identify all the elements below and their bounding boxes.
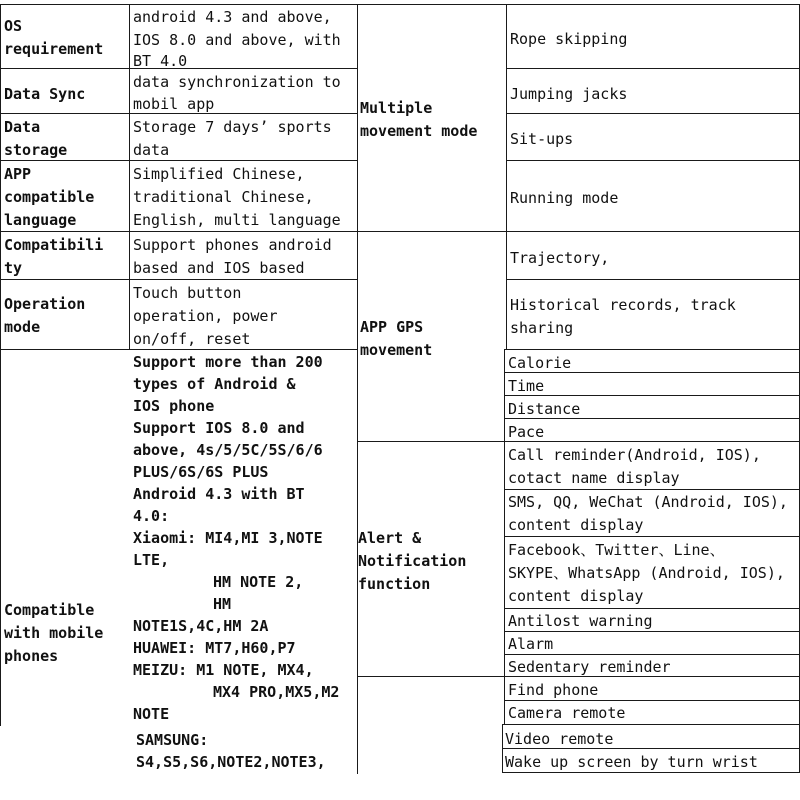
item-line: Time xyxy=(508,377,545,395)
value-line: Storage 7 days’ sports xyxy=(133,118,332,136)
grid-line xyxy=(0,231,358,232)
item-line: Alarm xyxy=(508,635,554,653)
item-sms xyxy=(506,490,798,536)
phone-line: MEIZU: M1 NOTE, MX4, xyxy=(133,661,314,679)
label-line: Data Sync xyxy=(4,85,86,103)
item-line: Facebook、Twitter、Line、 xyxy=(508,541,725,559)
item-camera-remote xyxy=(506,701,798,723)
label-line: Notification xyxy=(358,552,467,570)
item-line: Antilost warning xyxy=(508,612,653,630)
item-social-apps xyxy=(506,538,798,608)
grid-line xyxy=(129,4,130,349)
item-line: Sit-ups xyxy=(510,130,574,148)
phone-line: above, 4s/5/5C/5S/6/6 xyxy=(133,441,323,459)
item-line: Jumping jacks xyxy=(510,85,628,103)
value-line: data synchronization to xyxy=(133,73,341,91)
item-line: Sedentary reminder xyxy=(508,658,671,676)
label-line: Operation xyxy=(4,295,86,313)
grid-line xyxy=(357,4,800,5)
grid-line xyxy=(504,536,800,537)
phone-line: 4.0: xyxy=(133,507,170,525)
label-line: phones xyxy=(4,647,59,665)
grid-line xyxy=(504,608,800,609)
value-line: IOS 8.0 and above, with xyxy=(133,31,341,49)
grid-line xyxy=(504,349,505,724)
label-line: compatible xyxy=(4,188,95,206)
phone-line: types of Android & xyxy=(133,375,296,393)
item-line: Historical records, track xyxy=(510,296,736,314)
item-alarm xyxy=(506,632,798,654)
phone-line: Support more than 200 xyxy=(133,353,323,371)
item-distance xyxy=(506,397,798,419)
data-sync-label xyxy=(2,82,128,110)
compatible-phones-label xyxy=(2,598,130,670)
item-trajectory xyxy=(508,246,798,272)
label-line: OS xyxy=(4,17,23,35)
grid-line xyxy=(504,631,800,632)
item-running-mode xyxy=(508,186,798,212)
phone-line: Xiaomi: MI4,MI 3,NOTE xyxy=(133,529,323,547)
value-line: traditional Chinese, xyxy=(133,188,314,206)
grid-line xyxy=(504,700,800,701)
item-line: Running mode xyxy=(510,189,619,207)
grid-line xyxy=(504,372,800,373)
grid-line xyxy=(0,160,358,161)
item-line: content display xyxy=(508,516,644,534)
value-line: mobil app xyxy=(133,95,215,112)
operation-mode-label xyxy=(2,292,128,342)
item-line: Call reminder(Android, IOS), xyxy=(508,446,761,464)
item-sedentary xyxy=(506,655,798,677)
label-line: with mobile xyxy=(4,624,104,642)
operation-mode-value xyxy=(131,281,357,349)
phone-line: Android 4.3 with BT xyxy=(133,485,305,503)
label-line: movement xyxy=(360,341,433,359)
item-line: Camera remote xyxy=(508,704,626,722)
grid-line xyxy=(504,395,800,396)
grid-line xyxy=(0,4,1,726)
item-line: Trajectory, xyxy=(510,249,610,267)
item-time xyxy=(506,374,798,396)
label-line: mode xyxy=(4,318,41,336)
data-sync-value xyxy=(131,70,357,112)
grid-line xyxy=(504,489,800,490)
phone-line: PLUS/6S/6S PLUS xyxy=(133,463,269,481)
label-line: storage xyxy=(4,141,68,159)
item-historical-records xyxy=(508,293,798,341)
value-line: based and IOS based xyxy=(133,259,305,277)
grid-line xyxy=(506,4,507,349)
phone-line: SAMSUNG: xyxy=(136,731,209,749)
value-line: Support phones android xyxy=(133,236,332,254)
grid-line xyxy=(504,349,800,350)
data-storage-value xyxy=(131,115,357,160)
item-line: Distance xyxy=(508,400,581,418)
phone-line: HUAWEI: MT7,H60,P7 xyxy=(133,639,296,657)
value-line: Touch button xyxy=(133,284,242,302)
compatible-phones-list xyxy=(131,350,357,725)
item-jumping-jacks xyxy=(508,82,798,108)
phone-line: HM NOTE 2, xyxy=(213,573,304,591)
compatibility-label xyxy=(2,233,128,279)
label-line: function xyxy=(358,575,431,593)
grid-line xyxy=(506,68,800,69)
grid-line xyxy=(502,748,800,749)
grid-line xyxy=(506,279,800,280)
item-pace xyxy=(506,420,798,442)
grid-line xyxy=(504,418,800,419)
label-line: Data xyxy=(4,118,41,136)
item-line: Rope skipping xyxy=(510,30,628,48)
label-line: APP GPS xyxy=(360,318,424,336)
grid-line xyxy=(502,772,800,773)
label-line: Compatibili xyxy=(4,236,104,254)
phone-line: HM xyxy=(213,595,232,613)
value-line: English, multi language xyxy=(133,211,341,229)
grid-line xyxy=(506,160,800,161)
item-video-remote xyxy=(503,727,798,749)
phone-line: S4,S5,S6,NOTE2,NOTE3, xyxy=(136,753,326,771)
grid-line xyxy=(502,724,800,725)
item-rope-skipping xyxy=(508,27,798,53)
label-line: Multiple xyxy=(360,99,433,117)
item-wake-screen xyxy=(503,750,798,772)
grid-line xyxy=(0,4,358,5)
grid-line xyxy=(357,231,800,232)
phone-line: Support IOS 8.0 and xyxy=(133,419,305,437)
item-line: content display xyxy=(508,587,644,605)
item-line: sharing xyxy=(510,319,574,337)
app-language-value xyxy=(131,162,357,232)
value-line: android 4.3 and above, xyxy=(133,8,332,26)
phone-line: IOS phone xyxy=(133,397,215,415)
alert-notification-label xyxy=(356,526,504,596)
grid-line xyxy=(0,349,358,350)
grid-line xyxy=(504,654,800,655)
value-line: Simplified Chinese, xyxy=(133,165,305,183)
label-line: requirement xyxy=(4,40,104,58)
value-line: data xyxy=(133,141,170,159)
phone-line: NOTE xyxy=(133,705,170,723)
grid-line xyxy=(357,676,800,677)
label-line: language xyxy=(4,211,77,229)
grid-line xyxy=(357,4,358,774)
item-calorie xyxy=(506,351,798,373)
item-line: Find phone xyxy=(508,681,599,699)
item-line: cotact name display xyxy=(508,469,680,487)
phone-line: LTE, xyxy=(133,551,170,569)
label-line: Alert & xyxy=(358,529,422,547)
item-line: Video remote xyxy=(505,730,614,748)
os-requirement-label xyxy=(2,14,128,66)
label-line: movement mode xyxy=(360,122,478,140)
app-gps-label xyxy=(358,315,506,363)
grid-line xyxy=(0,279,358,280)
value-line: on/off, reset xyxy=(133,330,251,348)
item-line: Wake up screen by turn wrist xyxy=(505,753,758,771)
item-line: Calorie xyxy=(508,354,572,372)
samsung-list xyxy=(134,728,360,776)
multiple-movement-label xyxy=(358,96,506,144)
app-language-label xyxy=(2,162,128,232)
grid-line xyxy=(0,68,358,69)
label-line: Compatible xyxy=(4,601,95,619)
label-line: ty xyxy=(4,259,23,277)
item-line: Pace xyxy=(508,423,545,441)
grid-line xyxy=(0,113,358,114)
os-requirement-value xyxy=(131,5,357,67)
grid-line xyxy=(502,724,503,772)
item-call-reminder xyxy=(506,443,798,489)
value-line: operation, power xyxy=(133,307,278,325)
compatibility-value xyxy=(131,233,357,279)
value-line: BT 4.0 xyxy=(133,52,188,67)
item-line: SKYPE、WhatsApp (Android, IOS), xyxy=(508,564,785,582)
grid-line xyxy=(357,441,800,442)
item-line: SMS, QQ, WeChat (Android, IOS), xyxy=(508,493,788,511)
label-line: APP xyxy=(4,165,32,183)
item-find-phone xyxy=(506,678,798,700)
grid-line xyxy=(506,113,800,114)
phone-line: MX4 PRO,MX5,M2 xyxy=(213,683,340,701)
data-storage-label xyxy=(2,115,128,160)
item-sit-ups xyxy=(508,127,798,153)
phone-line: NOTE1S,4C,HM 2A xyxy=(133,617,269,635)
item-antilost xyxy=(506,609,798,631)
